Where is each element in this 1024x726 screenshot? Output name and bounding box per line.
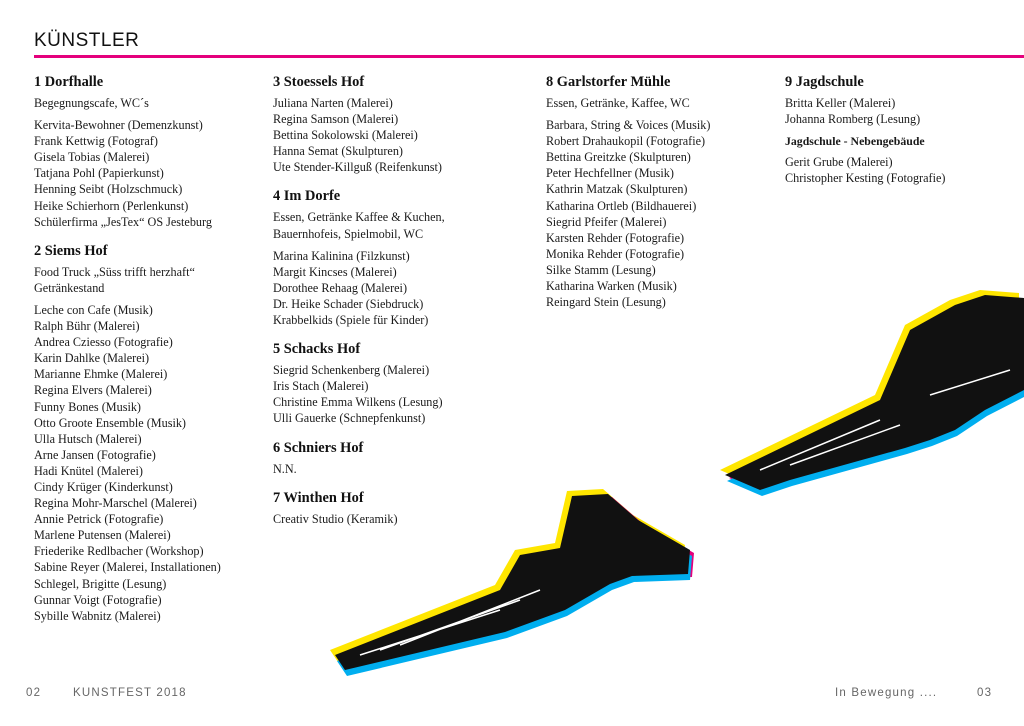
artist-item: N.N. (273, 461, 297, 476)
section-dorfhalle (34, 72, 259, 230)
amenity-line: Getränkestand (34, 280, 105, 295)
artist-item: Robert Drahaukopil (Fotografie) (546, 134, 706, 149)
section-winthen-hof (273, 488, 528, 527)
artist-item: Cindy Krüger (Kinderkunst) (34, 479, 173, 494)
section-jagdschule (785, 72, 1015, 186)
artist-item: Siegrid Schenkenberg (Malerei) (273, 363, 430, 378)
footer-left-text: KUNSTFEST 2018 (73, 687, 187, 699)
section-title: 1 Dorfhalle (34, 74, 104, 90)
amenity-line: Begegnungscafe, WC´s (34, 96, 149, 110)
artist-item: Hanna Semat (Skulpturen) (273, 144, 403, 159)
artist-item: Gerit Grube (Malerei) (785, 155, 893, 170)
artist-item: Ute Stender-Killguß (Reifenkunst) (273, 160, 442, 175)
column-4 (785, 72, 1015, 197)
artist-item: Marlene Putensen (Malerei) (34, 528, 171, 543)
section-siems-hof (34, 241, 259, 624)
artist-item: Katharina Ortleb (Bildhauerei) (546, 198, 697, 213)
section-title: 5 Schacks Hof (273, 341, 361, 358)
section-amenities (273, 209, 528, 241)
section-garlstorfer-muehle (546, 72, 771, 310)
artist-item: Gunnar Voigt (Fotografie) (34, 592, 162, 607)
artist-item: Dorothee Rehaag (Malerei) (273, 280, 407, 295)
section-amenities (546, 95, 771, 111)
artist-item: Friederike Redlbacher (Workshop) (34, 544, 204, 559)
amenity-line: Food Truck „Süss trifft herzhaft“ (34, 264, 195, 279)
page-number-right: 03 (977, 687, 993, 699)
artist-item: Regina Elvers (Malerei) (34, 383, 152, 398)
artist-item: Otto Groote Ensemble (Musik) (34, 415, 186, 430)
artist-item: Krabbelkids (Spiele für Kinder) (273, 313, 429, 328)
artist-item: Gisela Tobias (Malerei) (34, 150, 150, 165)
artist-item: Dr. Heike Schader (Siebdruck) (273, 296, 424, 311)
artist-item: Schülerfirma „JesTex“ OS Jesteburg (34, 214, 212, 229)
artist-item: Schlegel, Brigitte (Lesung) (34, 576, 167, 591)
artist-item: Hadi Knütel (Malerei) (34, 463, 143, 478)
artist-item: Kathrin Matzak (Skulpturen) (546, 182, 688, 197)
artist-item: Reingard Stein (Lesung) (546, 295, 666, 310)
artist-list (273, 248, 528, 328)
section-title: 2 Siems Hof (34, 242, 108, 259)
artist-item: Siegrid Pfeifer (Malerei) (546, 214, 667, 229)
section-title: 9 Jagdschule (785, 74, 864, 90)
column-2 (273, 72, 528, 538)
artist-item: Christine Emma Wilkens (Lesung) (273, 395, 443, 410)
amenity-line: Essen, Getränke, Kaffee, WC (546, 96, 690, 110)
section-title: 6 Schniers Hof (273, 439, 364, 456)
artist-list (785, 154, 1015, 186)
artist-item: Annie Petrick (Fotografie) (34, 512, 164, 527)
artist-item: Bettina Sokolowski (Malerei) (273, 128, 418, 143)
artist-item: Leche con Cafe (Musik) (34, 302, 153, 317)
artist-item: Ralph Bühr (Malerei) (34, 319, 140, 334)
artist-item: Peter Hechfellner (Musik) (546, 166, 674, 181)
artist-list (34, 117, 259, 230)
section-title: 7 Winthen Hof (273, 489, 364, 506)
section-amenities (34, 264, 259, 296)
artist-list (546, 117, 771, 310)
section-amenities (34, 95, 259, 111)
artist-item: Creativ Studio (Keramik) (273, 511, 398, 526)
section-title: 4 Im Dorfe (273, 188, 341, 205)
section-title: 3 Stoessels Hof (273, 74, 365, 90)
column-3 (546, 72, 771, 321)
column-1 (34, 72, 259, 635)
artist-item: Karsten Rehder (Fotografie) (546, 230, 685, 245)
artist-item: Ulli Gauerke (Schnepfenkunst) (273, 411, 426, 426)
artist-item: Katharina Warken (Musik) (546, 279, 677, 294)
amenity-line: Bauernhofeis, Spielmobil, WC (273, 226, 424, 241)
artist-item: Funny Bones (Musik) (34, 399, 141, 414)
section-schniers-hof (273, 438, 528, 477)
artist-item: Britta Keller (Malerei) (785, 96, 896, 110)
artist-item: Barbara, String & Voices (Musik) (546, 118, 711, 133)
artist-list (785, 95, 1015, 127)
section-im-dorfe (273, 186, 528, 328)
artist-item: Juliana Narten (Malerei) (273, 96, 393, 110)
artist-item: Christopher Kesting (Fotografie) (785, 171, 946, 186)
amenity-line: Essen, Getränke Kaffee & Kuchen, (273, 210, 445, 225)
artist-item: Frank Kettwig (Fotograf) (34, 134, 158, 149)
artist-list (273, 362, 528, 426)
section-subheading: Jagdschule - Nebengebäude (785, 134, 925, 149)
artist-list (34, 302, 259, 624)
artist-item: Regina Samson (Malerei) (273, 112, 399, 127)
artist-item: Heike Schierhorn (Perlenkunst) (34, 198, 189, 213)
artist-item: Marianne Ehmke (Malerei) (34, 367, 168, 382)
artist-item: Monika Rehder (Fotografie) (546, 246, 685, 261)
page-title: KÜNSTLER (34, 30, 140, 51)
page-number-left: 02 (26, 687, 42, 699)
artist-item: Iris Stach (Malerei) (273, 379, 369, 394)
artist-item: Regina Mohr-Marschel (Malerei) (34, 496, 197, 511)
footer-right-text: In Bewegung .... (835, 687, 938, 699)
artist-item: Tatjana Pohl (Papierkunst) (34, 166, 164, 181)
artist-item: Andrea Cziesso (Fotografie) (34, 335, 173, 350)
artist-item: Karin Dahlke (Malerei) (34, 351, 150, 366)
artist-item: Sybille Wabnitz (Malerei) (34, 608, 161, 623)
artist-list (273, 95, 528, 175)
section-schacks-hof (273, 339, 528, 426)
artist-item: Bettina Greitzke (Skulpturen) (546, 150, 691, 165)
artist-list (273, 511, 528, 527)
artist-list (273, 461, 528, 477)
artist-item: Kervita-Bewohner (Demenzkunst) (34, 118, 203, 133)
artist-item: Ulla Hutsch (Malerei) (34, 431, 142, 446)
artist-item: Margit Kincses (Malerei) (273, 264, 397, 279)
section-title: 8 Garlstorfer Mühle (546, 74, 671, 90)
artist-item: Silke Stamm (Lesung) (546, 262, 656, 277)
section-stoessels-hof (273, 72, 528, 175)
artist-item: Arne Jansen (Fotografie) (34, 447, 156, 462)
artist-item: Johanna Romberg (Lesung) (785, 112, 921, 127)
artist-item: Henning Seibt (Holzschmuck) (34, 182, 183, 197)
artist-item: Sabine Reyer (Malerei, Installationen) (34, 560, 221, 575)
artist-item: Marina Kalinina (Filzkunst) (273, 248, 410, 263)
